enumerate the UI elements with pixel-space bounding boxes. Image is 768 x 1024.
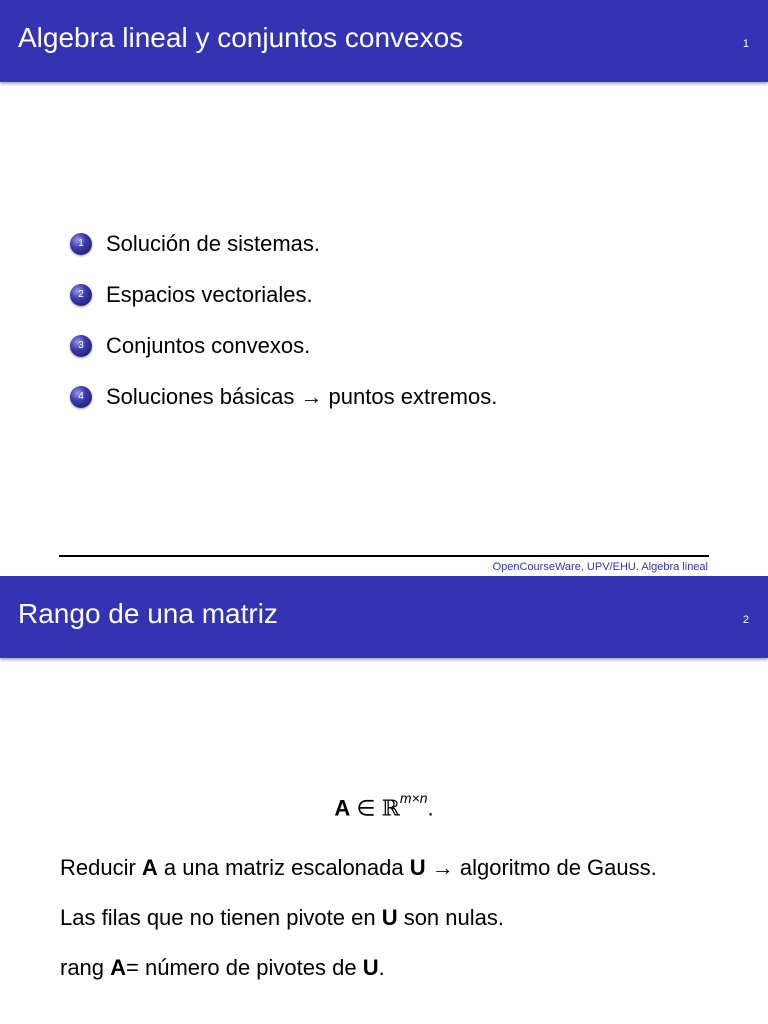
list-item	[70, 269, 497, 320]
text-run: Reducir	[60, 855, 142, 880]
slide-title: Rango de una matriz	[18, 598, 278, 629]
slide-number: 2	[742, 614, 749, 626]
text-run: a una matriz escalonada	[157, 855, 410, 880]
slide-number: 1	[742, 38, 749, 50]
text-run: → algoritmo de Gauss.	[425, 855, 657, 880]
text-run: rang	[60, 955, 111, 980]
list-item-text: Solución de sistemas.	[106, 230, 320, 256]
bold-symbol: A	[110, 955, 127, 980]
formula-end: .	[427, 795, 434, 821]
list-item-text: Conjuntos convexos.	[106, 332, 311, 358]
formula-set: ℝ	[381, 796, 400, 822]
footer-text: OpenCourseWare, UPV/EHU. Algebra lineal	[492, 561, 708, 573]
text-run: = número de pivotes de	[126, 955, 363, 980]
body-line	[60, 848, 657, 898]
body-line	[60, 898, 657, 948]
footer-divider	[59, 555, 709, 557]
bold-symbol: U	[409, 855, 426, 880]
list-item-text: Espacios vectoriales.	[106, 281, 313, 307]
title-bar	[0, 0, 768, 82]
number-ball-icon: 2	[70, 284, 92, 306]
outline-list	[70, 218, 497, 422]
slide-title: Algebra lineal y conjuntos convexos	[18, 22, 464, 53]
text-run: .	[378, 955, 385, 980]
bold-symbol: U	[381, 905, 398, 930]
slide-2	[0, 576, 768, 1024]
list-item	[70, 218, 497, 269]
slide-body	[60, 848, 657, 998]
bold-symbol: U	[362, 955, 379, 980]
text-run: Las filas que no tienen pivote en	[60, 905, 382, 930]
matrix-formula	[0, 790, 768, 822]
title-bar	[0, 576, 768, 658]
text-run: son nulas.	[397, 905, 504, 930]
number-ball-icon: 4	[70, 386, 92, 408]
list-item-text: Soluciones básicas → puntos extremos.	[106, 383, 498, 409]
formula-in: ∈	[350, 795, 382, 821]
number-ball-icon: 1	[70, 233, 92, 255]
body-line	[60, 948, 657, 998]
list-item	[70, 320, 497, 371]
list-item	[70, 371, 497, 422]
formula-matrix: A	[334, 795, 351, 821]
number-ball-icon: 3	[70, 335, 92, 357]
bold-symbol: A	[141, 855, 158, 880]
formula-exponent: m×n	[399, 790, 428, 806]
